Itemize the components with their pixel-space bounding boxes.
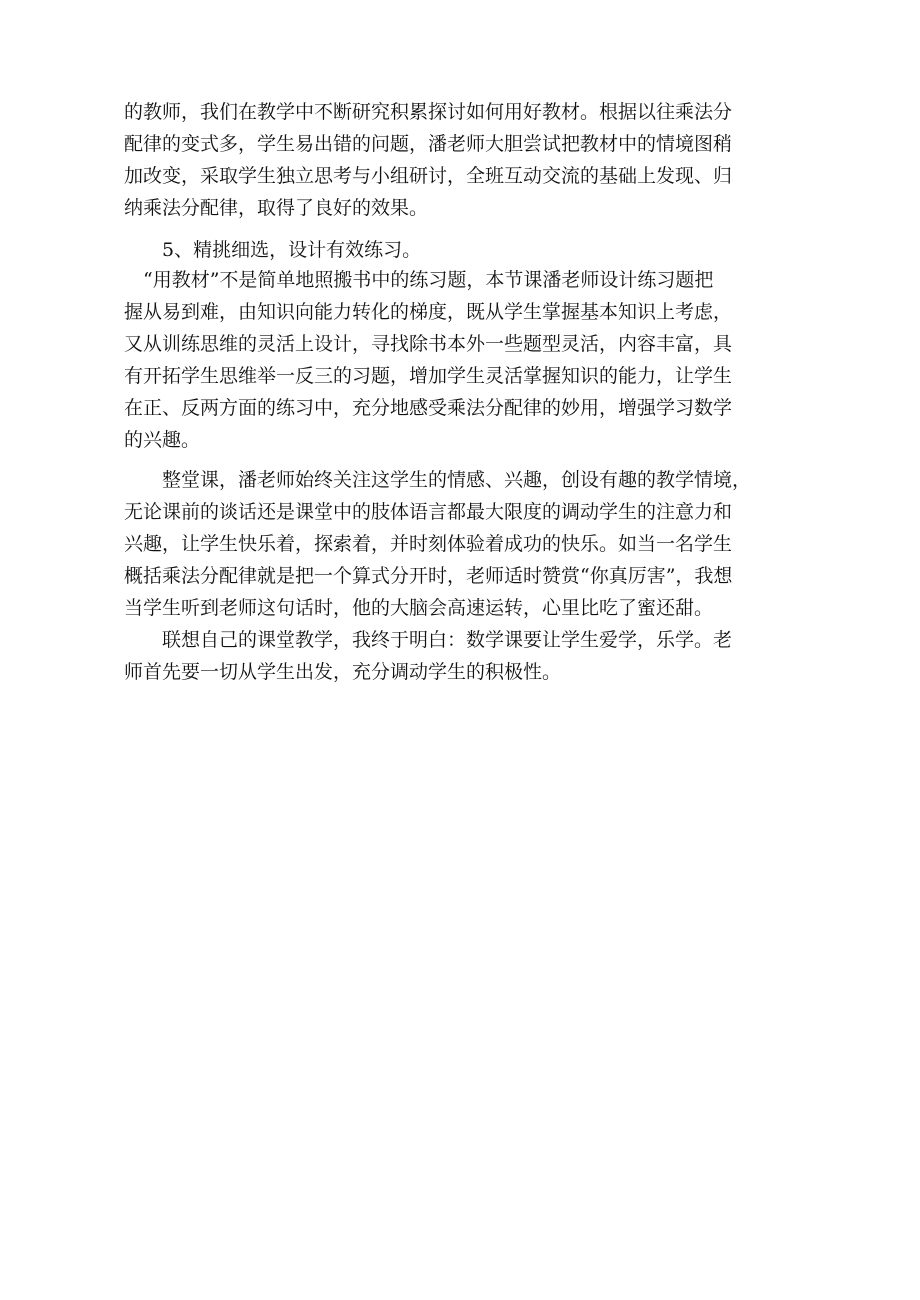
text-line: 整堂课，潘老师始终关注这学生的情感、兴趣，创设有趣的教学情境，: [124, 469, 752, 491]
paragraph-summary: [124, 464, 814, 624]
text-line: 兴趣，让学生快乐着，探索着，并时刻体验着成功的快乐。如当一名学生: [124, 533, 733, 555]
heading-line: 5、精挑细选，设计有效练习。: [124, 239, 422, 261]
text-line: 无论课前的谈话还是课堂中的肢体语言都最大限度的调动学生的注意力和: [124, 501, 733, 523]
text-line: 当学生听到老师这句话时，他的大脑会高速运转，心里比吃了蜜还甜。: [124, 597, 714, 619]
text-line: 又从训练思维的灵活上设计，寻找除书本外一些题型灵活，内容丰富，具: [124, 333, 733, 355]
text-line: “用教材”不是简单地照搬书中的练习题，本节课潘老师设计练习题把: [124, 269, 714, 291]
text-line: 在正、反两方面的练习中，充分地感受乘法分配律的妙用，增强学习数学: [124, 397, 733, 419]
text-line: 的兴趣。: [124, 429, 201, 451]
paragraph-intro: [124, 96, 814, 224]
text-line: 师首先要一切从学生出发，充分调动学生的积极性。: [124, 661, 562, 683]
text-line: 加改变，采取学生独立思考与小组研讨，全班互动交流的基础上发现、归: [124, 165, 733, 187]
text-line: 纳乘法分配律，取得了良好的效果。: [124, 197, 429, 219]
paragraph-reflection: [124, 624, 814, 688]
text-line: 概括乘法分配律就是把一个算式分开时，老师适时赞赏“你真厉害”，我想: [124, 565, 733, 587]
text-line: 配律的变式多，学生易出错的问题，潘老师大胆尝试把教材中的情境图稍: [124, 133, 733, 155]
text-line: 联想自己的课堂教学，我终于明白：数学课要让学生爱学，乐学。老: [124, 629, 733, 651]
section-heading-5: [124, 234, 814, 266]
text-line: 有开拓学生思维举一反三的习题，增加学生灵活掌握知识的能力，让学生: [124, 365, 733, 387]
paragraph-practice: [124, 264, 814, 456]
text-line: 的教师，我们在教学中不断研究积累探讨如何用好教材。根据以往乘法分: [124, 101, 733, 123]
text-line: 握从易到难，由知识向能力转化的梯度，既从学生掌握基本知识上考虑，: [124, 301, 733, 323]
